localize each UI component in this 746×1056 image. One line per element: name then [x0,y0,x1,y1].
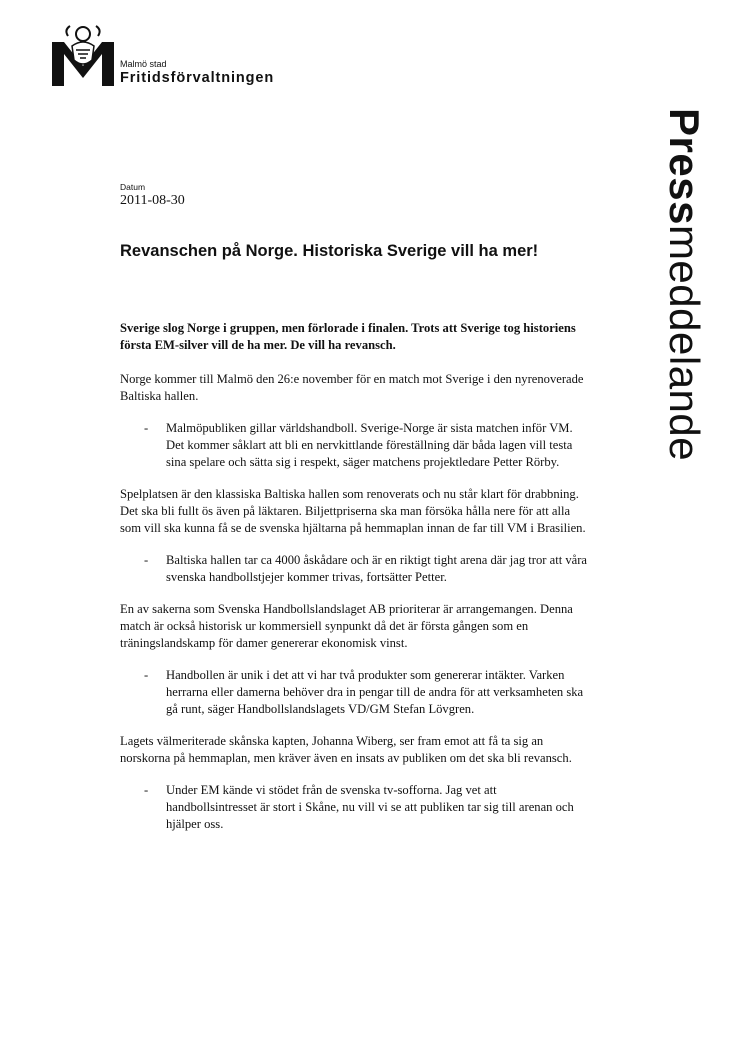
quote-text: Under EM kände vi stödet från de svenska tv-sofforna. Jag vet att handbollsintresset är stort i Skåne, nu vill vi se att publiken tar sig till arenan och hjälper oss. [166,783,574,831]
lead-paragraph: Sverige slog Norge i gruppen, men förlorade i finalen. Trots att Sverige tog historiens första EM-silver vill de ha mer. De vill ha revansch. [120,321,576,352]
malmo-coat-of-arms-icon [52,24,114,88]
article-body [120,320,590,848]
quote [120,667,590,718]
paragraph: Lagets välmeriterade skånska kapten, Johanna Wiberg, ser fram emot att få ta sig an norskorna på hemmaplan, men kräver även en insats av publiken om det ska bli revansch. [120,734,572,765]
headline: Revanschen på Norge. Historiska Sverige vill ha mer! [120,242,539,260]
date-label: Datum [120,182,146,192]
quote-dash: - [144,668,149,682]
side-label-regular: meddelande [661,224,708,462]
quote-dash: - [144,421,149,435]
quote-text: Malmöpubliken gillar världshandboll. Sverige-Norge är sista matchen inför VM. Det kommer såklart att bli en nervkittlande föreställning där båda lagen vill testa sina spelare och sätta sig i respekt, säger matchens projektledare Petter Rörby. [166,421,573,469]
paragraph: Spelplatsen är den klassiska Baltiska hallen som renoverats och nu står klart för drabbning. Det ska bli fullt ös även på läktaren. Biljettpriserna ska man försöka hålla nere för att alla som vill ska kunna få se de svenska hjältarna på hemmaplan innan de far till VM i Brasilien. [120,487,586,535]
quote [120,552,590,586]
quote-dash: - [144,553,149,567]
paragraph: En av sakerna som Svenska Handbollslandslaget AB prioriterar är arrangemangen. Denna match är också historisk ur kommersiell synpunkt då det är första gången som en träningslandskamp för damer genererar ekonomisk vinst. [120,602,573,650]
organization-parent: Malmö stad [120,59,167,69]
press-release-vertical-label [659,108,709,461]
quote-text: Baltiska hallen tar ca 4000 åskådare och är en riktigt tight arena där jag tror att våra svenska handbollstjejer kommer trivas, fortsätter Petter. [166,553,588,584]
date-value: 2011-08-30 [120,193,185,208]
quote [120,420,590,471]
side-label-bold: Press [661,108,708,225]
quote-dash: - [144,783,149,797]
quote [120,782,590,833]
quote-text: Handbollen är unik i det att vi har två produkter som genererar intäkter. Varken herrarna eller damerna behöver dra in pengar till de andra för att verksamheten ska gå runt, säger Handbollslandslagets VD/GM Stefan Lövgren. [166,668,584,716]
organization-name: Fritidsförvaltningen [120,70,275,86]
paragraph: Norge kommer till Malmö den 26:e november för en match mot Sverige i den nyrenoverade Baltiska hallen. [120,372,584,403]
